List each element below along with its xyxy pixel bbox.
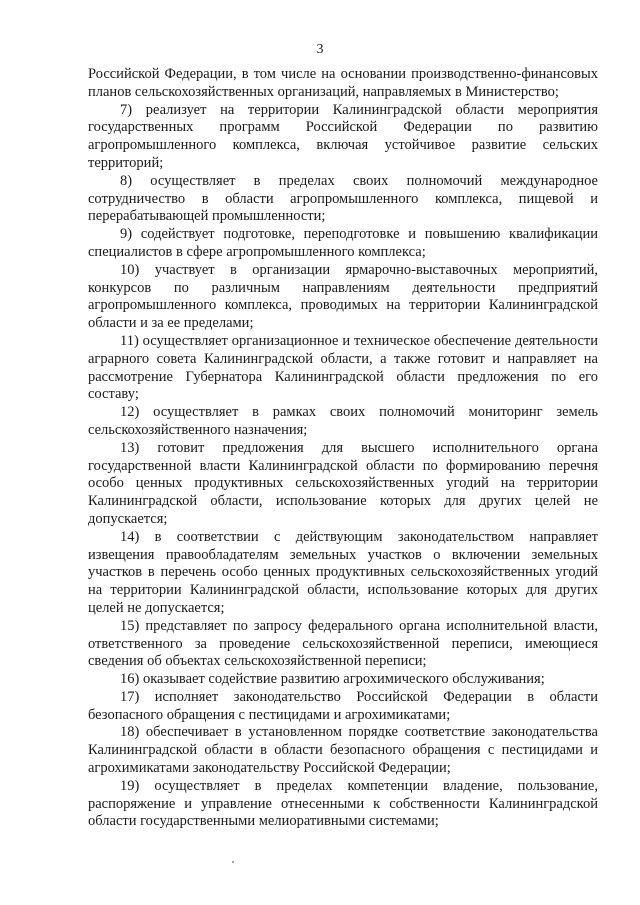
paragraph-item-13: 13) готовит предложения для высшего исполнительного органа государственной власти Калининградской области по формированию перечня особо ценных продуктивных сельскохозяйственных угодий на территории Калининградской области, использование которых для других целей не допускается;: [88, 439, 598, 527]
paragraph-item-15: 15) представляет по запросу федерального органа исполнительной власти, ответственного за проведение сельскохозяйственной переписи, имеющиеся сведения об объектах сельскохозяйственной переписи;: [88, 617, 598, 670]
paragraph-item-10: 10) участвует в организации ярмарочно-выставочных мероприятий, конкурсов по различным направлениям деятельности предприятий агропромышленного комплекса, проводимых на территории Калининградской области и за ее пределами;: [88, 261, 598, 332]
paragraph-item-18: 18) обеспечивает в установленном порядке соответствие законодательства Калининградской области в области безопасного обращения с пестицидами и агрохимикатами законодательству Российской Федерации;: [88, 724, 598, 777]
scan-speck: [232, 861, 234, 863]
paragraph-item-14: 14) в соответствии с действующим законодательством направляет извещения правообладателям земельных участков о включении земельных участков в перечень особо ценных продуктивных сельскохозяйственных угодий на территории Калининградской области, использование которых для других целей не допускается;: [88, 528, 598, 616]
paragraph-continuation: Российской Федерации, в том числе на основании производственно-финансовых планов сельскохозяйственных организаций, направляемых в Министерство;: [88, 66, 598, 100]
paragraph-item-9: 9) содействует подготовке, переподготовке и повышению квалификации специалистов в сфере агропромышленного комплекса;: [88, 226, 598, 260]
page-number: 3: [316, 42, 324, 57]
paragraph-item-17: 17) исполняет законодательство Российской Федерации в области безопасного обращения с пестицидами и агрохимикатами;: [88, 688, 598, 723]
paragraph-item-7: 7) реализует на территории Калининградской области мероприятия государственных программ Российской Федерации по развитию агропромышленного комплекса, включая устойчивое развитие сельских территорий;: [88, 101, 598, 171]
paragraph-item-16: 16) оказывает содействие развитию агрохимического обслуживания;: [120, 671, 545, 688]
paragraph-item-12: 12) осуществляет в рамках своих полномочий мониторинг земель сельскохозяйственного назначения;: [88, 404, 598, 438]
paragraph-item-19: 19) осуществляет в пределах компетенции владение, пользование, распоряжение и управление отнесенными к собственности Калининградской области государственными мелиоративными системами;: [88, 777, 598, 830]
paragraph-item-11: 11) осуществляет организационное и техническое обеспечение деятельности аграрного совета Калининградской области, а также готовит и направляет на рассмотрение Губернатора Калининградской области предложения по его составу;: [88, 332, 598, 403]
document-body: [88, 66, 598, 831]
paragraph-item-8: 8) осуществляет в пределах своих полномочий международное сотрудничество в области агропромышленного комплекса, пищевой и перерабатывающей промышленности;: [88, 172, 598, 225]
